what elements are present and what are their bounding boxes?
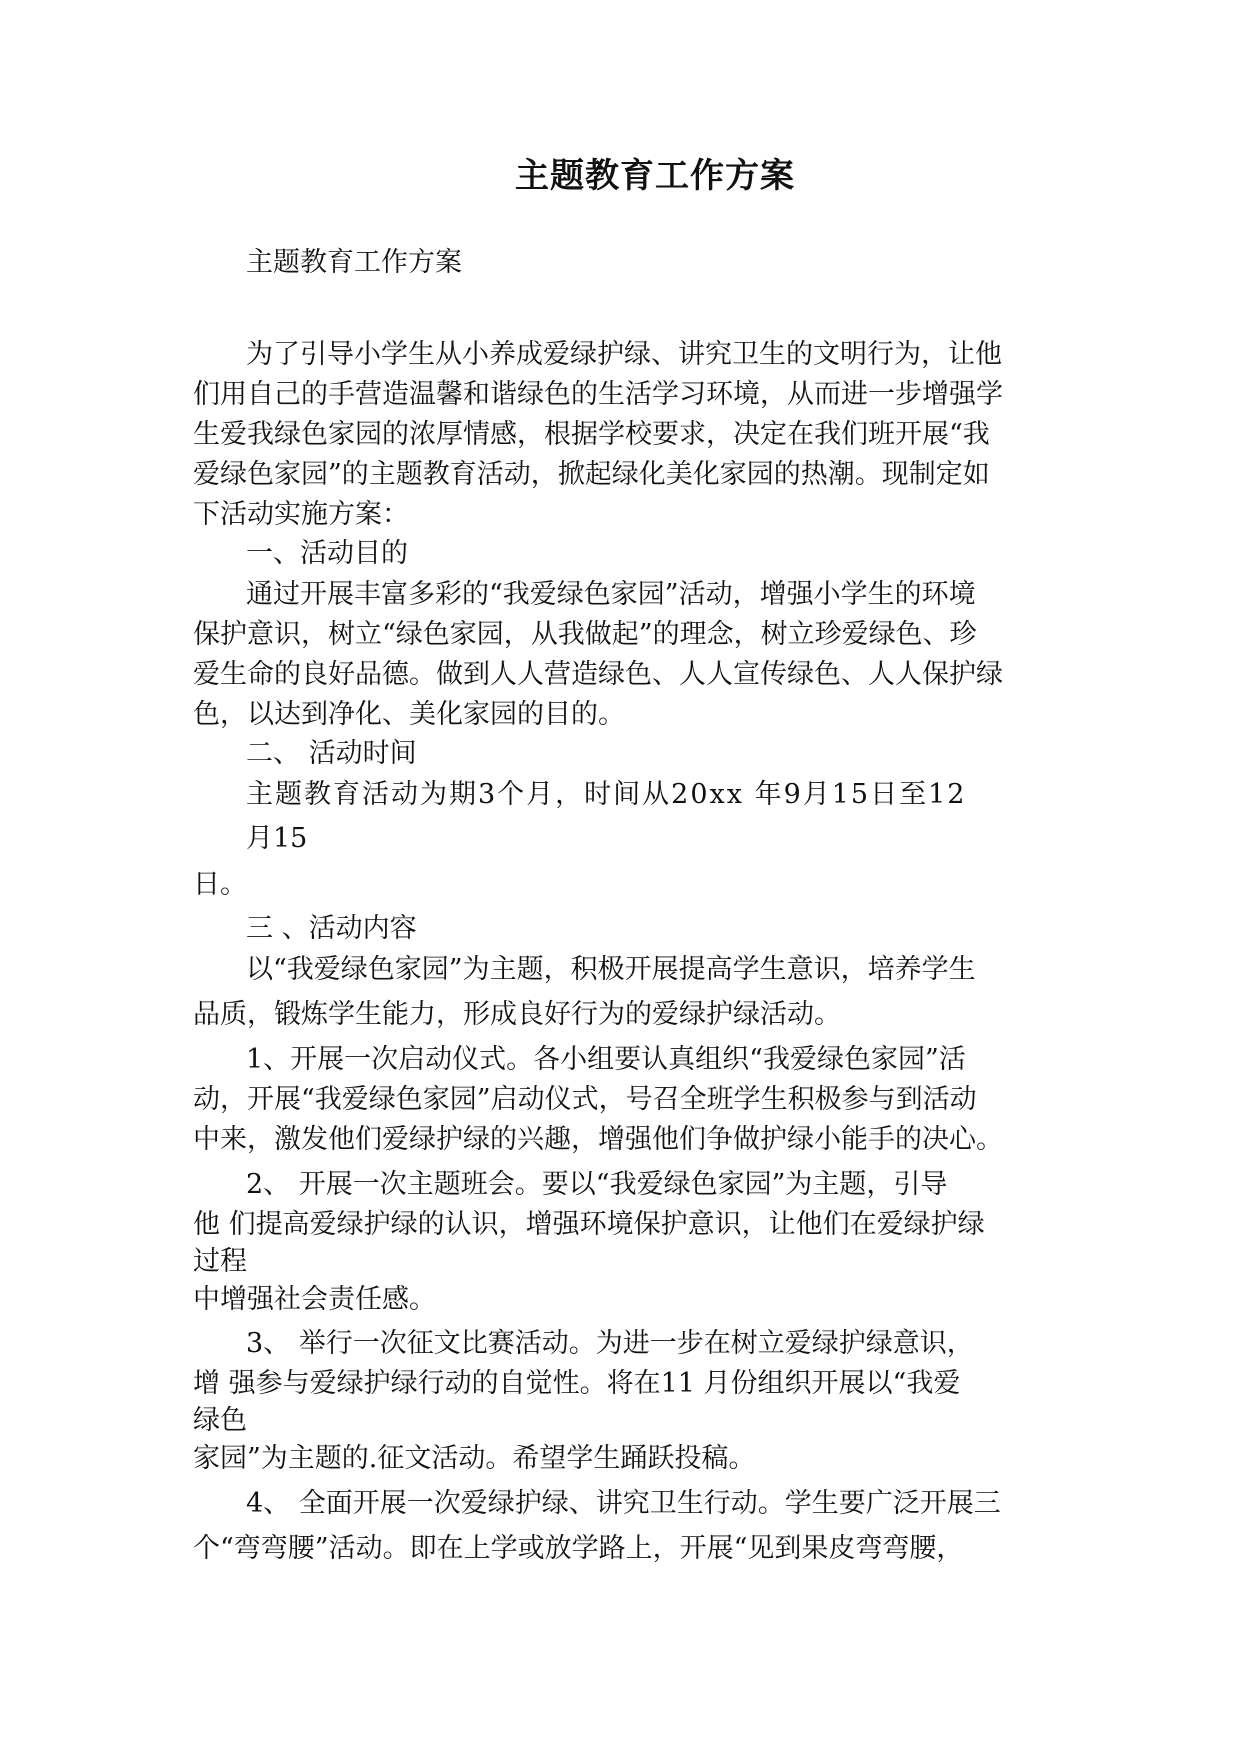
text-line: 1、开展一次启动仪式。各小组要认真组织“我爱绿色家园”活 (246, 1044, 966, 1075)
text-line: 生爱我绿色家园的浓厚情感，根据学校要求，决定在我们班开展“我 (193, 419, 990, 450)
text-line: 主题教育活动为期3个月，时间从20xx 年9月15日至12 (246, 779, 967, 810)
text-line: 3、 举行一次征文比赛活动。为进一步在树立爱绿护绿意识， (246, 1328, 974, 1359)
section-heading: 三 、活动内容 (246, 913, 417, 944)
text-line: 以“我爱绿色家园”为主题，积极开展提高学生意识，培养学生 (246, 954, 976, 985)
document-title: 主题教育工作方案 (515, 156, 795, 196)
text-line: 个“弯弯腰”活动。即在上学或放学路上，开展“见到果皮弯弯腰， (193, 1533, 964, 1564)
text-line: 下活动实施方案： (193, 499, 409, 530)
text-line: 为了引导小学生从小养成爱绿护绿、讲究卫生的文明行为，让他 (246, 339, 1002, 370)
section-heading: 二、 活动时间 (246, 738, 417, 769)
text-line: 中增强社会责任感。 (193, 1284, 436, 1315)
section-heading: 一、活动目的 (246, 538, 408, 569)
text-line: 中来，激发他们爱绿护绿的兴趣，增强他们争做护绿小能手的决心。 (193, 1124, 1003, 1155)
text-line: 品质，锻炼学生能力，形成良好行为的爱绿护绿活动。 (193, 999, 841, 1030)
text-line: 家园”为主题的.征文活动。希望学生踊跃投稿。 (193, 1443, 756, 1474)
text-line: 过程 (193, 1246, 247, 1277)
text-line: 动，开展“我爱绿色家园”启动仪式，号召全班学生积极参与到活动 (193, 1084, 977, 1115)
text-line: 色，以达到净化、美化家园的目的。 (193, 699, 625, 730)
text-line: 他 们提高爱绿护绿的认识，增强环境保护意识，让他们在爱绿护绿 (193, 1209, 985, 1240)
text-line: 保护意识，树立“绿色家园，从我做起”的理念，树立珍爱绿色、珍 (193, 619, 977, 650)
text-line: 爱绿色家园”的主题教育活动，掀起绿化美化家园的热潮。现制定如 (193, 459, 990, 490)
text-line: 主题教育工作方案 (246, 247, 462, 278)
text-line: 2、 开展一次主题班会。要以“我爱绿色家园”为主题，引导 (246, 1169, 948, 1200)
text-line: 增 强参与爱绿护绿行动的自觉性。将在11 月份组织开展以“我爱 (193, 1368, 961, 1399)
text-line: 月15 (246, 823, 308, 854)
text-line: 绿色 (193, 1405, 247, 1436)
text-line: 们用自己的手营造温馨和谐绿色的生活学习环境，从而进一步增强学 (193, 379, 1003, 410)
text-line: 日。 (193, 869, 247, 900)
text-line: 通过开展丰富多彩的“我爱绿色家园”活动，增强小学生的环境 (246, 579, 976, 610)
text-line: 4、 全面开展一次爱绿护绿、讲究卫生行动。学生要广泛开展三 (246, 1488, 1001, 1519)
text-line: 爱生命的良好品德。做到人人营造绿色、人人宣传绿色、人人保护绿 (193, 659, 1003, 690)
